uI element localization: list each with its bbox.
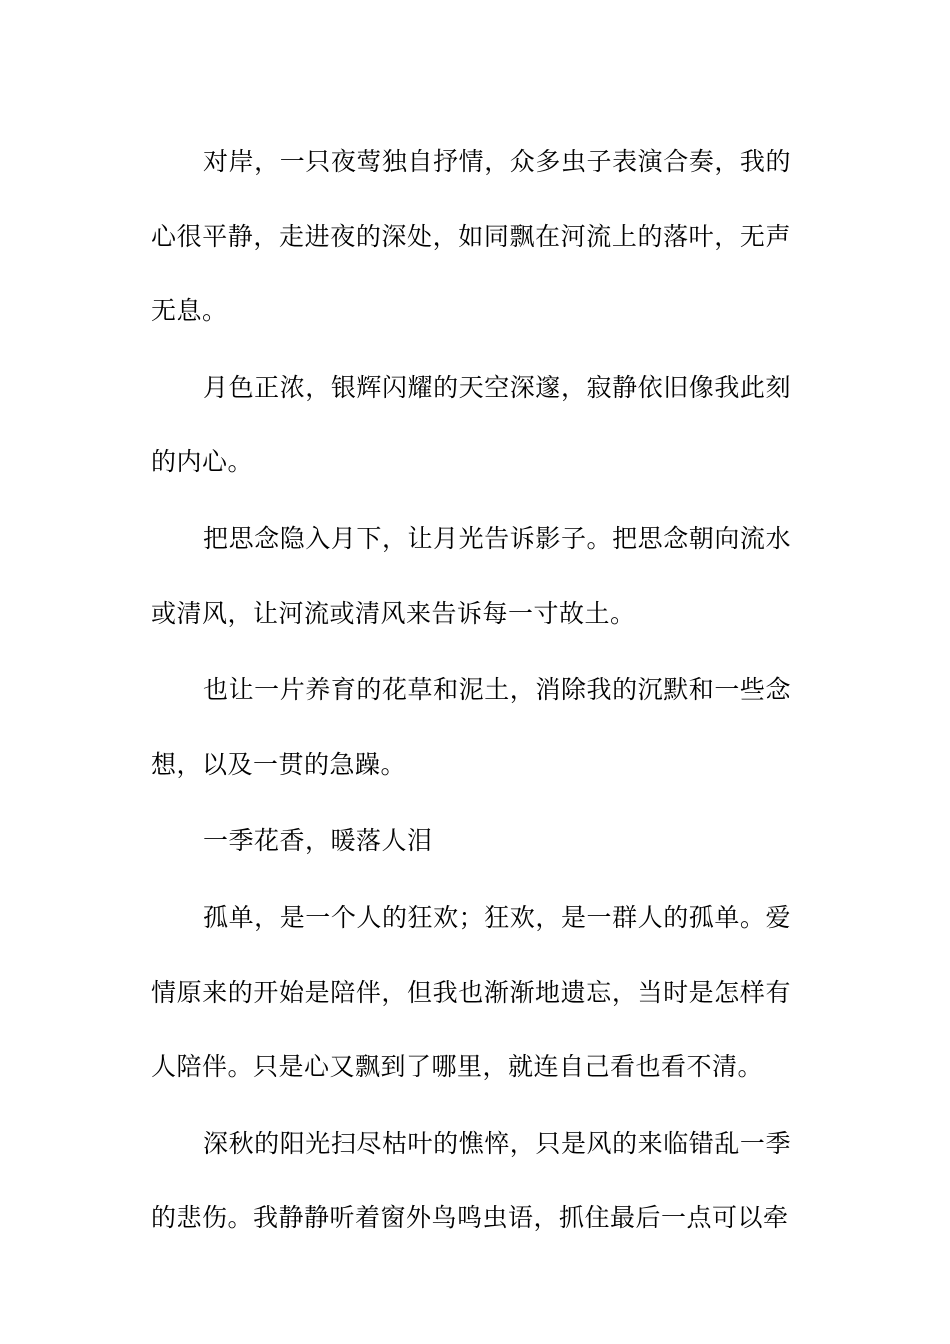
paragraph-5: 孤单，是一个人的狂欢；狂欢，是一群人的孤单。爱情原来的开始是陪伴，但我也渐渐地遗忘，当时是怎样有人陪伴。只是心又飘到了哪里，就连自己看也看不清。 (151, 902, 791, 1082)
paragraph-6: 深秋的阳光扫尽枯叶的憔悴，只是风的来临错乱一季的悲伤。我静静听着窗外鸟鸣虫语，抓住最后一点可以牵 (151, 1128, 791, 1233)
paragraph-4: 也让一片养育的花草和泥土，消除我的沉默和一些念想，以及一贯的急躁。 (151, 675, 791, 779)
paragraph-1: 对岸，一只夜莺独自抒情，众多虫子表演合奏，我的心很平静，走进夜的深处，如同飘在河流上的落叶，无声无息。 (151, 147, 791, 326)
paragraph-3: 把思念隐入月下，让月光告诉影子。把思念朝向流水或清风，让河流或清风来告诉每一寸故土。 (151, 523, 791, 628)
paragraph-2: 月色正浓，银辉闪耀的天空深邃，寂静依旧像我此刻的内心。 (151, 372, 791, 477)
section-heading: 一季花香，暖落人泪 (203, 826, 433, 856)
document-body (151, 125, 791, 1258)
